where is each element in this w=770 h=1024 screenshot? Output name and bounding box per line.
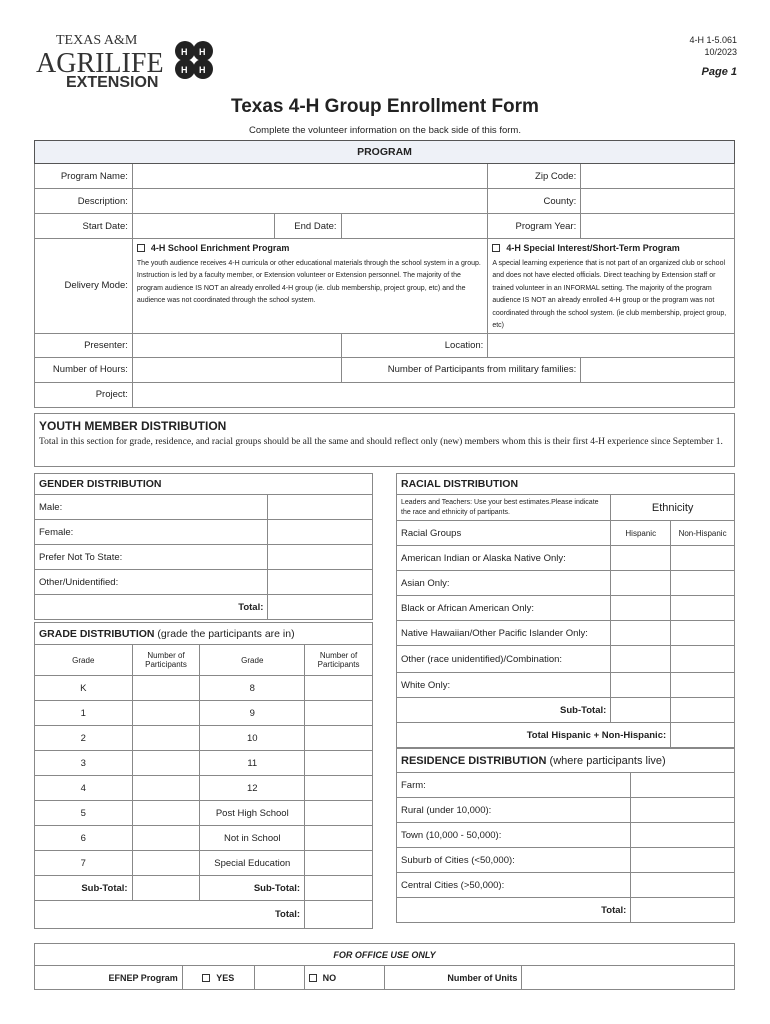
racial-row-label: Other (race unidentified)/Combination: <box>397 646 611 673</box>
hispanic-input[interactable] <box>611 621 671 646</box>
option2-title: 4-H Special Interest/Short-Term Program <box>506 243 680 253</box>
residence-heading-note: (where participants live) <box>549 754 666 767</box>
racial-row-label: White Only: <box>397 673 611 698</box>
gender-total-label: Total: <box>35 595 268 620</box>
checkbox-icon[interactable] <box>202 974 210 982</box>
yes-option[interactable] <box>182 966 254 990</box>
form-number <box>689 34 737 58</box>
gender-row-label: Other/Unidentified: <box>35 570 268 595</box>
grade-input[interactable] <box>132 851 200 876</box>
gender-input[interactable] <box>268 520 373 545</box>
county-label: County: <box>488 189 581 214</box>
checkbox-icon[interactable] <box>309 974 317 982</box>
grade-input[interactable] <box>132 726 200 751</box>
grade-input[interactable] <box>305 851 373 876</box>
residence-total-input[interactable] <box>631 898 735 923</box>
residence-total-label: Total: <box>397 898 631 923</box>
racial-heading: RACIAL DISTRIBUTION <box>397 474 735 495</box>
grade-label: 4 <box>35 776 133 801</box>
grade-label: 2 <box>35 726 133 751</box>
racial-table <box>396 473 735 748</box>
residence-input[interactable] <box>631 848 735 873</box>
residence-heading: RESIDENCE DISTRIBUTION <box>401 754 547 767</box>
svg-text:H: H <box>181 47 188 57</box>
grade-subtotal-label: Sub-Total: <box>35 876 133 901</box>
grade-label: 6 <box>35 826 133 851</box>
gender-table <box>34 473 373 620</box>
ethnicity-header: Ethnicity <box>611 495 735 521</box>
gender-row-label: Female: <box>35 520 268 545</box>
grade-label: Post High School <box>200 801 305 826</box>
grade-label: 11 <box>200 751 305 776</box>
grade-input[interactable] <box>305 676 373 701</box>
program-heading: PROGRAM <box>35 141 735 164</box>
no-label: NO <box>322 972 337 983</box>
residence-input[interactable] <box>631 798 735 823</box>
project-label: Project: <box>35 382 133 407</box>
racial-total-label: Total Hispanic + Non-Hispanic: <box>397 723 671 748</box>
presenter-input[interactable] <box>132 333 341 357</box>
option2-text: A special learning experience that is not part of an organized club or school and does not have elected officials. Direct teaching by Extension staff or trained volunteer in an INFORMAL setting. The majority of the program audience IS NOT an already enrolled 4-H group or the program was not coordinated through the school system. (ie club membership, project group, etc) <box>492 259 727 329</box>
grade-label: 3 <box>35 751 133 776</box>
county-input[interactable] <box>581 189 735 214</box>
no-option[interactable] <box>304 966 384 990</box>
racial-row-label: Asian Only: <box>397 571 611 596</box>
grade-col-header: Grade <box>200 645 305 676</box>
residence-input[interactable] <box>631 823 735 848</box>
grade-heading: GRADE DISTRIBUTION <box>39 627 155 640</box>
grade-label: K <box>35 676 133 701</box>
logo-text-mid: AGRILIFE <box>36 48 164 79</box>
location-label: Location: <box>341 333 488 357</box>
clover-icon <box>175 41 213 79</box>
grade-input[interactable] <box>305 801 373 826</box>
gender-heading: GENDER DISTRIBUTION <box>35 474 373 495</box>
racial-subtotal-label: Sub-Total: <box>397 698 611 723</box>
grade-label: 1 <box>35 701 133 726</box>
non-hispanic-header: Non-Hispanic <box>671 521 735 546</box>
hispanic-subtotal-input[interactable] <box>611 698 671 723</box>
racial-total-input[interactable] <box>671 723 735 748</box>
zip-code-label: Zip Code: <box>488 164 581 189</box>
grade-heading-note: (grade the participants are in) <box>157 627 295 640</box>
non-hispanic-input[interactable] <box>671 596 735 621</box>
grade-table <box>34 622 373 929</box>
office-table <box>34 943 735 990</box>
grade-label: Special Education <box>200 851 305 876</box>
grade-label: Not in School <box>200 826 305 851</box>
svg-text:H: H <box>199 65 206 75</box>
grade-input[interactable] <box>132 751 200 776</box>
efnep-label: EFNEP Program <box>35 966 183 990</box>
residence-row-label: Town (10,000 - 50,000): <box>397 823 631 848</box>
option1-title: 4-H School Enrichment Program <box>150 243 290 253</box>
school-enrichment-option[interactable] <box>132 239 487 334</box>
grade-subtotal-input[interactable] <box>132 876 200 901</box>
page-number: Page 1 <box>701 66 737 78</box>
participants-col-header: Number of Participants <box>132 645 200 676</box>
grade-label: 5 <box>35 801 133 826</box>
start-date-label: Start Date: <box>35 214 133 239</box>
residence-table <box>396 748 735 923</box>
non-hispanic-input[interactable] <box>671 646 735 673</box>
youth-heading: YOUTH MEMBER DISTRIBUTION <box>39 419 227 433</box>
grade-label: 8 <box>200 676 305 701</box>
grade-input[interactable] <box>132 676 200 701</box>
grade-input[interactable] <box>132 776 200 801</box>
hispanic-header: Hispanic <box>611 521 671 546</box>
grade-input[interactable] <box>305 701 373 726</box>
gender-total-input[interactable] <box>268 595 373 620</box>
gender-input[interactable] <box>268 570 373 595</box>
residence-input[interactable] <box>631 873 735 898</box>
start-date-input[interactable] <box>132 214 274 239</box>
residence-heading-cell <box>397 749 735 773</box>
end-date-label: End Date: <box>274 214 341 239</box>
residence-row-label: Farm: <box>397 773 631 798</box>
grade-subtotal-label: Sub-Total: <box>200 876 305 901</box>
svg-text:H: H <box>181 65 188 75</box>
residence-row-label: Suburb of Cities (<50,000): <box>397 848 631 873</box>
residence-row-label: Central Cities (>50,000): <box>397 873 631 898</box>
gender-input[interactable] <box>268 495 373 520</box>
project-input[interactable] <box>132 382 734 407</box>
hours-input[interactable] <box>132 357 341 382</box>
logo-text-top: TEXAS A&M <box>56 33 138 48</box>
grade-input[interactable] <box>132 826 200 851</box>
grade-label: 7 <box>35 851 133 876</box>
grade-label: 12 <box>200 776 305 801</box>
description-label: Description: <box>35 189 133 214</box>
non-hispanic-input[interactable] <box>671 546 735 571</box>
grade-input[interactable] <box>305 751 373 776</box>
end-date-input[interactable] <box>341 214 488 239</box>
grade-heading-cell <box>35 623 373 645</box>
grade-input[interactable] <box>305 826 373 851</box>
youth-distribution-box <box>34 413 735 467</box>
yes-label: YES <box>216 972 235 983</box>
zip-code-input[interactable] <box>581 164 735 189</box>
hispanic-input[interactable] <box>611 646 671 673</box>
special-interest-option[interactable] <box>488 239 735 334</box>
racial-row-label: Black or African American Only: <box>397 596 611 621</box>
hispanic-input[interactable] <box>611 596 671 621</box>
residence-row-label: Rural (under 10,000): <box>397 798 631 823</box>
hispanic-input[interactable] <box>611 571 671 596</box>
racial-note: Leaders and Teachers: Use your best estimates.Please indicate the race and ethnicity of partipants. <box>397 495 611 521</box>
racial-row-label: American Indian or Alaska Native Only: <box>397 546 611 571</box>
grade-input[interactable] <box>132 701 200 726</box>
delivery-mode-label: Delivery Mode: <box>35 239 133 334</box>
description-input[interactable] <box>132 189 487 214</box>
units-label: Number of Units <box>384 966 522 990</box>
grade-input[interactable] <box>305 776 373 801</box>
office-heading: FOR OFFICE USE ONLY <box>35 944 735 966</box>
grade-total-input[interactable] <box>305 901 373 929</box>
residence-input[interactable] <box>631 773 735 798</box>
grade-subtotal-input[interactable] <box>305 876 373 901</box>
presenter-label: Presenter: <box>35 333 133 357</box>
units-input[interactable] <box>522 966 735 990</box>
grade-input[interactable] <box>305 726 373 751</box>
page-subtitle: Complete the volunteer information on the back side of this form. <box>249 125 521 136</box>
program-table <box>34 140 735 408</box>
non-hispanic-input[interactable] <box>671 621 735 646</box>
checkbox-icon[interactable] <box>137 244 145 252</box>
hispanic-input[interactable] <box>611 673 671 698</box>
form-number-text: 4-H 1-5.061 <box>689 35 737 45</box>
grade-col-header: Grade <box>35 645 133 676</box>
hours-label: Number of Hours: <box>35 357 133 382</box>
youth-text: Total in this section for grade, residence, and racial groups should be all the same and should reflect only (new) members whom this is their first 4-H experience since September 1. <box>39 437 723 447</box>
gender-row-label: Male: <box>35 495 268 520</box>
svg-text:H: H <box>199 47 206 57</box>
grade-label: 10 <box>200 726 305 751</box>
option1-text: The youth audience receives 4-H curricula or other educational materials through the school system in a group. Instruction is led by a faculty member, or Extension volunteer or Extension personnel. The majority of the program audience IS NOT an already enrolled 4-H group (ie. club membership, project group, etc) and the audience was not coordinated through the school system. <box>136 259 481 304</box>
racial-row-label: Native Hawaiian/Other Pacific Islander Only: <box>397 621 611 646</box>
gender-input[interactable] <box>268 545 373 570</box>
non-hispanic-subtotal-input[interactable] <box>671 698 735 723</box>
military-label: Number of Participants from military families: <box>341 357 581 382</box>
program-name-input[interactable] <box>132 164 487 189</box>
office-spacer <box>254 966 304 990</box>
checkbox-icon[interactable] <box>492 244 500 252</box>
page-title: Texas 4-H Group Enrollment Form <box>231 96 539 117</box>
non-hispanic-input[interactable] <box>671 673 735 698</box>
grade-label: 9 <box>200 701 305 726</box>
non-hispanic-input[interactable] <box>671 571 735 596</box>
racial-groups-header: Racial Groups <box>397 521 611 546</box>
program-year-label: Program Year: <box>488 214 581 239</box>
military-input[interactable] <box>581 357 735 382</box>
location-input[interactable] <box>488 333 735 357</box>
program-year-input[interactable] <box>581 214 735 239</box>
logo-text-bottom: EXTENSION <box>66 74 159 91</box>
participants-col-header: Number of Participants <box>305 645 373 676</box>
form-date: 10/2023 <box>704 47 737 57</box>
grade-input[interactable] <box>132 801 200 826</box>
grade-total-label: Total: <box>35 901 305 929</box>
agrilife-logo <box>34 30 234 92</box>
hispanic-input[interactable] <box>611 546 671 571</box>
gender-row-label: Prefer Not To State: <box>35 545 268 570</box>
program-name-label: Program Name: <box>35 164 133 189</box>
